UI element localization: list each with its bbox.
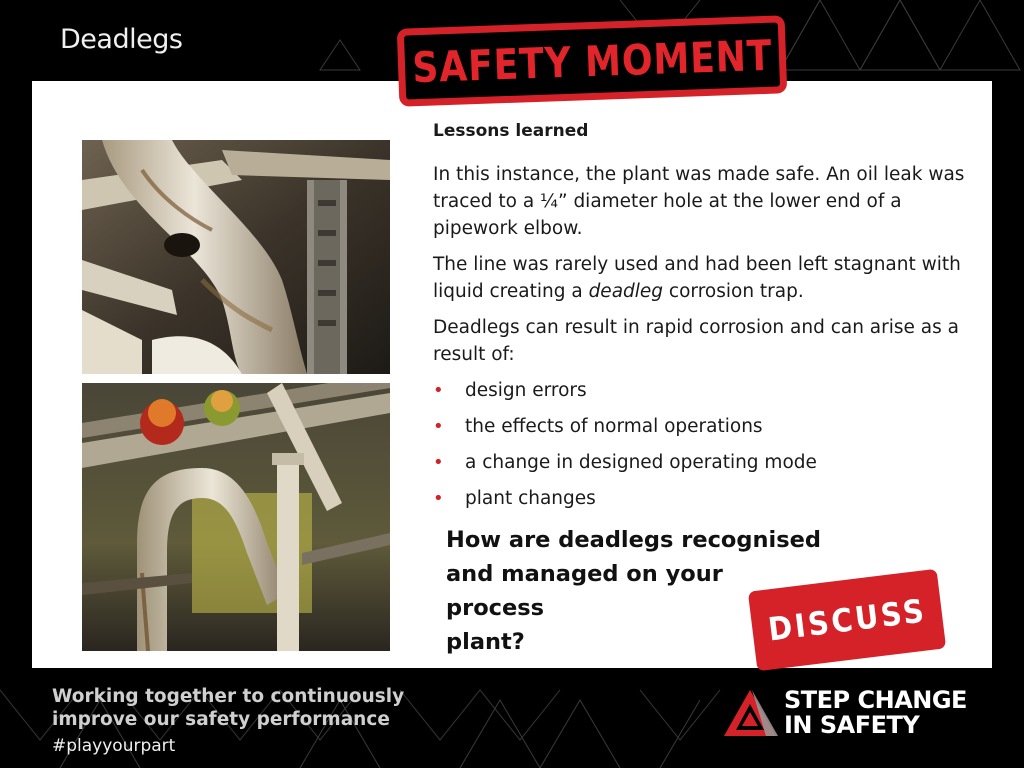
safety-moment-stamp: [393, 9, 792, 113]
paragraph-2-start: The line was rarely used and had been left stagnant with liquid creating a: [433, 254, 961, 302]
logo-line-2: IN SAFETY: [784, 711, 920, 739]
question-line-2: and managed on your process: [446, 561, 723, 621]
cause-list: [433, 377, 973, 521]
footer-tagline: [52, 685, 404, 731]
corroded-pipe-photo: [82, 140, 390, 374]
logo-line-1: STEP CHANGE: [784, 686, 967, 714]
paragraph-2: [433, 251, 973, 305]
tagline-line-2: improve our safety performance: [52, 709, 390, 730]
tagline-line-1: Working together to continuously: [52, 686, 405, 707]
paragraph-3: Deadlegs can result in rapid corrosion and can arise as a result of:: [433, 317, 959, 365]
lessons-text-block: [433, 115, 973, 521]
stamp-frame: [397, 15, 787, 106]
list-item: • plant changes: [433, 485, 973, 521]
list-item: • a change in designed operating mode: [433, 449, 973, 485]
question-line-1: How are deadlegs recognised: [446, 527, 821, 553]
hashtag: #playyourpart: [52, 736, 176, 756]
discuss-label: DISCUSS: [765, 591, 929, 649]
pipework-elbow-photo: [82, 383, 390, 651]
triangle-logo-icon: [722, 688, 778, 738]
paragraph-2-end: corrosion trap.: [663, 281, 804, 302]
section-heading: Lessons learned: [433, 121, 589, 141]
logo-wordmark: [784, 688, 967, 738]
question-line-3: plant?: [446, 629, 525, 655]
step-change-logo: [722, 688, 994, 738]
list-item: • design errors: [433, 377, 973, 413]
stamp-label: SAFETY MOMENT: [411, 30, 773, 92]
paragraph-2-emphasis: deadleg: [588, 281, 664, 302]
list-item: • the effects of normal operations: [433, 413, 973, 449]
slide-title: Deadlegs: [60, 24, 183, 55]
paragraph-1: In this instance, the plant was made safe. An oil leak was traced to a ¼” diameter hole at the lower end of a pipework elbow.: [433, 164, 965, 239]
